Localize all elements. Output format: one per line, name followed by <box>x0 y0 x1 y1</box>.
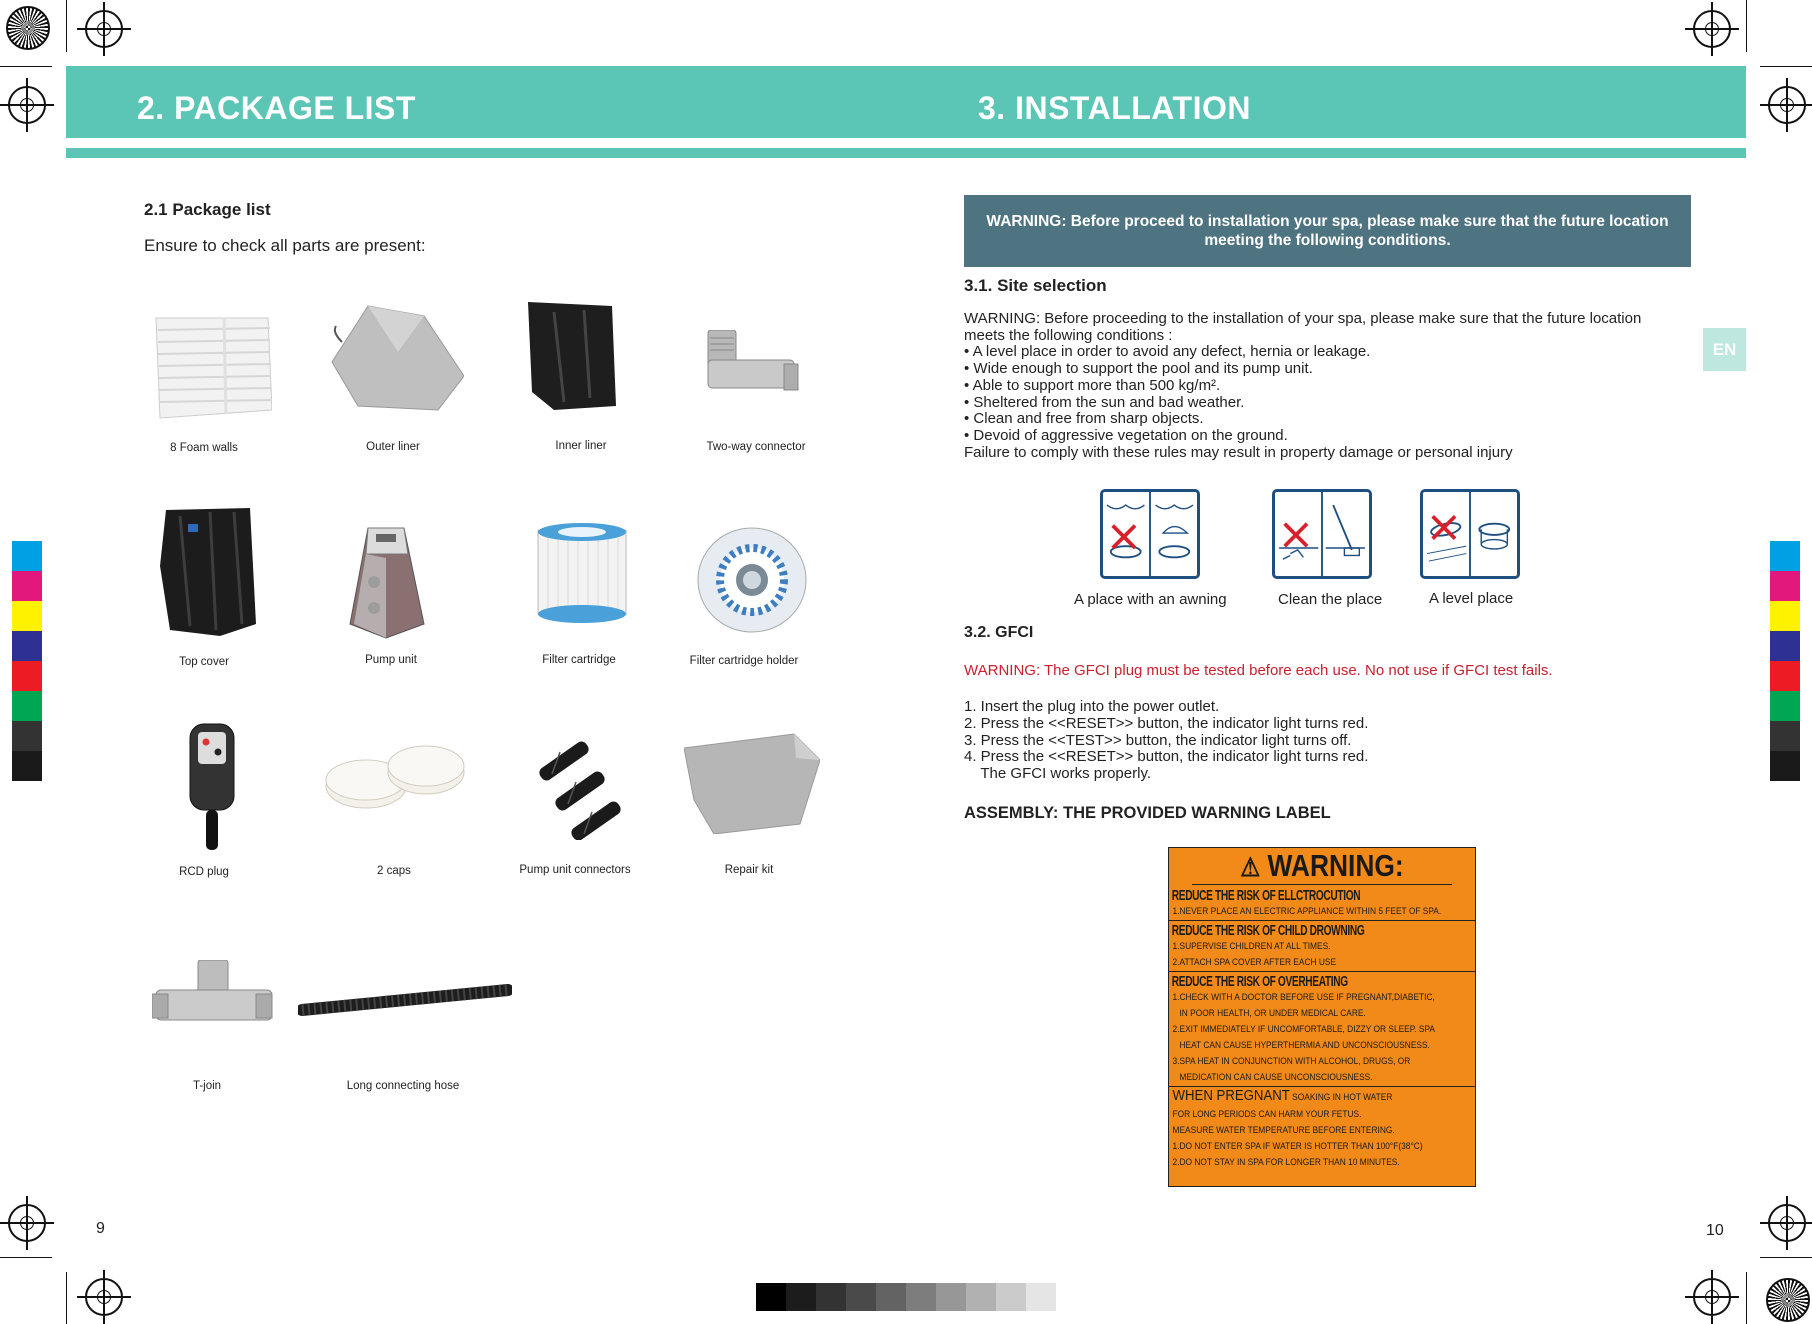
site-text-line: WARNING: Before proceeding to the installation of your spa, please make sure that the future location <box>964 310 1642 327</box>
package-item-label: Repair kit <box>724 864 774 876</box>
gfci-step: 3. Press the <<TEST>> button, the indicator light turns off. <box>964 731 1352 749</box>
package-item-label: Filter cartridge <box>542 654 616 666</box>
gfci-step: 2. Press the <<RESET>> button, the indicator light turns red. <box>964 714 1369 732</box>
inner-liner-image <box>524 302 616 410</box>
package-list-intro: Ensure to check all parts are present: <box>144 236 426 255</box>
site-text-line: • Wide enough to support the pool and its pump unit. <box>964 360 1313 378</box>
registration-crosshair-icon <box>1693 10 1731 48</box>
label-line: FOR LONG PERIODS CAN HARM YOUR FETUS. <box>1172 1109 1362 1120</box>
label-line: MEASURE WATER TEMPERATURE BEFORE ENTERING. <box>1172 1125 1395 1136</box>
site-text-line: • A level place in order to avoid any defect, hernia or leakage. <box>964 343 1371 361</box>
site-selection-heading: 3.1. Site selection <box>964 276 1107 295</box>
assembly-heading: ASSEMBLY: THE PROVIDED WARNING LABEL <box>964 804 1331 822</box>
long-connecting-hose-image <box>298 984 512 1020</box>
foam-walls-image <box>152 310 272 420</box>
package-item-label: Filter cartridge holder <box>689 655 799 667</box>
pictogram-caption: A place with an awning <box>1074 591 1227 608</box>
pump-unit-image <box>346 524 426 640</box>
package-item-label: RCD plug <box>179 866 229 878</box>
package-item-label: Outer liner <box>366 441 420 453</box>
label-line: HEAT CAN CAUSE HYPERTHERMIA AND UNCONSCIOUSNESS. <box>1172 1040 1430 1051</box>
t-join-image <box>152 960 276 1034</box>
gfci-warning: WARNING: The GFCI plug must be tested before each use. No not use if GFCI test fails. <box>964 662 1553 679</box>
page-number-right: 10 <box>1706 1222 1724 1239</box>
pump-unit-connectors-image <box>530 740 632 840</box>
caps-image <box>322 740 468 816</box>
outer-liner-image <box>328 302 464 412</box>
registration-crosshair-icon <box>1693 1278 1731 1316</box>
crop-mark <box>0 66 52 67</box>
gfci-step: 1. Insert the plug into the power outlet. <box>964 698 1220 715</box>
pictogram-caption: A level place <box>1429 590 1514 607</box>
gray-scale-bar <box>756 1283 1056 1311</box>
label-line: 2.EXIT IMMEDIATELY IF UNCOMFORTABLE, DIZZY OR SLEEP. SPA <box>1172 1024 1436 1035</box>
installation-warning-text: WARNING: Before proceed to installation your spa, please make sure that the future location meeting the following conditions. <box>986 213 1669 249</box>
package-item-label: Long connecting hose <box>346 1080 460 1092</box>
site-text-line: meets the following conditions : <box>964 326 1173 344</box>
label-section-heading <box>1169 1087 1438 1107</box>
pregnant-heading-tail: SOAKING IN HOT WATER <box>1292 1092 1393 1103</box>
gfci-heading: 3.2. GFCI <box>964 624 1034 641</box>
clean-place-pictogram-icon <box>1272 489 1372 579</box>
color-bar-left <box>12 541 42 781</box>
package-item-label: 8 Foam walls <box>170 442 238 454</box>
label-line: 3.SPA HEAT IN CONJUNCTION WITH ALCOHOL, DRUGS, OR <box>1172 1056 1411 1067</box>
package-item-label: Top cover <box>179 656 229 668</box>
registration-crosshair-icon <box>1768 1204 1806 1242</box>
site-text-line: Failure to comply with these rules may result in property damage or personal injury <box>964 443 1513 461</box>
filter-cartridge-image <box>534 520 630 624</box>
site-selection-text <box>964 311 1694 461</box>
label-section-heading: REDUCE THE RISK OF ELLCTROCUTION <box>1171 888 1361 904</box>
installation-warning-box <box>964 195 1691 267</box>
registration-crosshair-icon <box>8 1204 46 1242</box>
label-line: MEDICATION CAN CAUSE UNCONSCIOUSNESS. <box>1172 1072 1373 1083</box>
registration-crosshair-icon <box>8 86 46 124</box>
package-item-label: T-join <box>192 1080 222 1092</box>
warning-label-title-text: WARNING: <box>1267 848 1404 883</box>
site-text-line: • Devoid of aggressive vegetation on the ground. <box>964 426 1288 444</box>
warning-triangle-icon: ⚠ <box>1240 852 1261 882</box>
label-line: 2.DO NOT STAY IN SPA FOR LONGER THAN 10 MINUTES. <box>1172 1157 1400 1168</box>
level-place-pictogram-icon <box>1420 489 1520 579</box>
label-line: 1.DO NOT ENTER SPA IF WATER IS HOTTER THAN 100°F(38°C) <box>1172 1141 1423 1152</box>
label-line: 1.CHECK WITH A DOCTOR BEFORE USE IF PREGNANT,DIABETIC, <box>1172 992 1435 1003</box>
gfci-step: 4. Press the <<RESET>> button, the indicator light turns red. <box>964 748 1369 766</box>
registration-sunburst-bottom-right <box>1766 1278 1810 1322</box>
package-list-heading: 2.1 Package list <box>144 200 271 219</box>
page-number-left: 9 <box>96 1220 105 1237</box>
crop-mark <box>0 1257 52 1258</box>
language-tab: EN <box>1703 328 1746 371</box>
package-list-title: 2. PACKAGE LIST <box>137 90 416 126</box>
gfci-step: The GFCI works properly. <box>964 765 1151 783</box>
spa-warning-label <box>1168 847 1476 1187</box>
label-section-heading: REDUCE THE RISK OF CHILD DROWNING <box>1171 923 1365 939</box>
label-line: 2.ATTACH SPA COVER AFTER EACH USE <box>1172 957 1337 968</box>
package-item-label: Pump unit connectors <box>519 864 631 876</box>
rcd-plug-image <box>186 722 240 852</box>
color-bar-right <box>1770 541 1800 781</box>
registration-crosshair-icon <box>85 1278 123 1316</box>
site-text-line: • Able to support more than 500 kg/m². <box>964 376 1221 394</box>
awning-pictogram-icon <box>1100 489 1200 579</box>
crop-mark <box>1760 66 1812 67</box>
registration-crosshair-icon <box>1768 86 1806 124</box>
package-item-label: Inner liner <box>555 440 607 452</box>
filter-cartridge-holder-image <box>694 524 810 636</box>
pregnant-heading: WHEN PREGNANT <box>1172 1087 1290 1104</box>
repair-kit-image <box>684 730 820 834</box>
crop-mark <box>1760 1257 1812 1258</box>
site-text-line: • Clean and free from sharp objects. <box>964 410 1204 428</box>
two-way-connector-image <box>704 330 802 398</box>
package-item-label: Pump unit <box>365 654 417 666</box>
warning-label-title <box>1192 848 1452 885</box>
label-section-heading: REDUCE THE RISK OF OVERHEATING <box>1171 974 1348 990</box>
gfci-steps <box>964 699 1368 783</box>
header-divider <box>66 148 1746 158</box>
crop-mark <box>1746 0 1747 52</box>
label-line: 1.NEVER PLACE AN ELECTRIC APPLIANCE WITHIN 5 FEET OF SPA. <box>1172 906 1442 917</box>
crop-mark <box>1746 1272 1747 1324</box>
registration-crosshair-icon <box>85 10 123 48</box>
top-cover-image <box>160 506 258 638</box>
pictogram-caption: Clean the place <box>1278 591 1383 608</box>
crop-mark <box>66 0 67 52</box>
crop-mark <box>66 1272 67 1324</box>
package-item-label: Two-way connector <box>706 441 806 453</box>
package-item-label: 2 caps <box>377 865 411 877</box>
installation-title: 3. INSTALLATION <box>978 90 1251 126</box>
site-text-line: • Sheltered from the sun and bad weather. <box>964 393 1245 411</box>
label-line: 1.SUPERVISE CHILDREN AT ALL TIMES. <box>1172 941 1331 952</box>
label-line: IN POOR HEALTH, OR UNDER MEDICAL CARE. <box>1172 1008 1366 1019</box>
registration-sunburst-top-left <box>6 6 50 50</box>
